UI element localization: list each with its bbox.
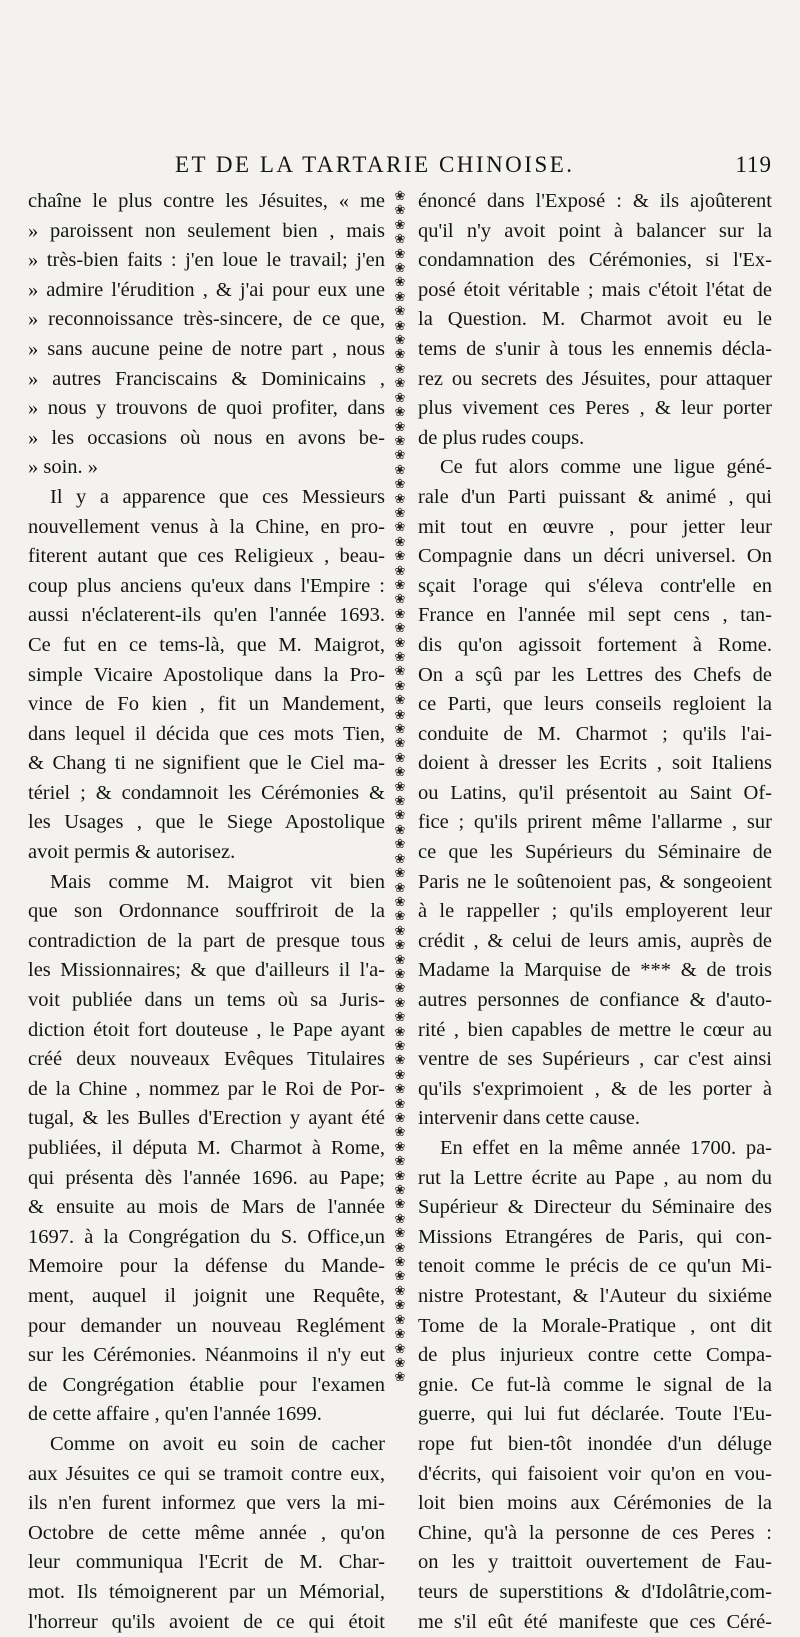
text-line: intervenir dans cette cause. xyxy=(418,1104,772,1134)
text-line: autres personnes de confiance & d'auto- xyxy=(418,986,772,1016)
text-line: ou Latins, qu'il présentoit au Saint Of- xyxy=(418,779,772,809)
text-line: ce Parti, que leurs conseils regloient la xyxy=(418,690,772,720)
text-line: Mais comme M. Maigrot vit bien xyxy=(28,868,385,898)
text-line: Chine, qu'à la personne de ces Peres : xyxy=(418,1519,772,1549)
text-line: dis qu'on agissoit fortement à Rome. xyxy=(418,631,772,661)
text-line: me s'il eût été manifeste que ces Céré- xyxy=(418,1608,772,1637)
text-line: » sans aucune peine de notre part , nous xyxy=(28,335,385,365)
text-line: Il y a apparence que ces Messieurs xyxy=(28,483,385,513)
text-line: ce que les Supérieurs du Séminaire de xyxy=(418,838,772,868)
text-line: posé étoit véritable ; mais c'étoit l'état de xyxy=(418,276,772,306)
text-line: qui présenta dès l'année 1696. au Pape; xyxy=(28,1164,385,1194)
text-line: on les y traittoit ouvertement de Fau- xyxy=(418,1548,772,1578)
text-line: contradiction de la part de presque tous xyxy=(28,927,385,957)
text-line: Missions Etrangéres de Paris, qui con- xyxy=(418,1223,772,1253)
text-line: » les occasions où nous en avons be- xyxy=(28,424,385,454)
text-line: fice ; qu'ils prirent même l'allarme , sur xyxy=(418,808,772,838)
text-line: sçait l'orage qui s'éleva contr'elle en xyxy=(418,572,772,602)
text-line: ment, auquel il joignit une Requête, xyxy=(28,1282,385,1312)
text-line: fiterent autant que ces Religieux , beau- xyxy=(28,542,385,572)
text-line: sur les Cérémonies. Néanmoins il n'y eut xyxy=(28,1341,385,1371)
text-line: » nous y trouvons de quoi profiter, dans xyxy=(28,394,385,424)
text-line: créé deux nouveaux Evêques Titulaires xyxy=(28,1045,385,1075)
text-line: Paris ne le soûtenoient pas, & songeoient xyxy=(418,868,772,898)
text-line: que son Ordonnance souffriroit de la xyxy=(28,897,385,927)
text-line: aux Jésuites ce qui se tramoit contre eux, xyxy=(28,1460,385,1490)
text-line: rez ou secrets des Jésuites, pour attaquer xyxy=(418,365,772,395)
text-line: gnie. Ce fut-là comme le signal de la xyxy=(418,1371,772,1401)
text-line: guerre, qui lui fut déclarée. Toute l'Eu- xyxy=(418,1400,772,1430)
right-column xyxy=(418,187,772,1637)
text-line: » admire l'érudition , & j'ai pour eux une xyxy=(28,276,385,306)
text-line: de plus rudes coups. xyxy=(418,424,772,454)
text-line: pour demander un nouveau Reglément xyxy=(28,1312,385,1342)
running-head xyxy=(175,152,772,182)
text-line: Ce fut en ce tems-là, que M. Maigrot, xyxy=(28,631,385,661)
text-line: la Question. M. Charmot avoit eu le xyxy=(418,305,772,335)
text-line: aussi n'éclaterent-ils qu'en l'année 1693. xyxy=(28,601,385,631)
text-line: conduite de M. Charmot ; qu'ils l'ai- xyxy=(418,720,772,750)
text-line: condamnation des Cérémonies, si l'Ex- xyxy=(418,246,772,276)
text-line: Comme on avoit eu soin de cacher xyxy=(28,1430,385,1460)
text-line: rope fut bien-tôt inondée d'un déluge xyxy=(418,1430,772,1460)
text-line: Compagnie dans un décri universel. On xyxy=(418,542,772,572)
text-line: Supérieur & Directeur du Séminaire des xyxy=(418,1193,772,1223)
text-line: loit bien moins aux Cérémonies de la xyxy=(418,1489,772,1519)
text-line: rité , bien capables de mettre le cœur au xyxy=(418,1016,772,1046)
text-line: rale d'un Parti puissant & animé , qui xyxy=(418,483,772,513)
text-line: doient à dresser les Ecrits , soit Italiens xyxy=(418,749,772,779)
text-line: plus vivement ces Peres , & leur porter xyxy=(418,394,772,424)
text-line: de cette affaire , qu'en l'année 1699. xyxy=(28,1400,385,1430)
page-number: 119 xyxy=(735,152,772,178)
text-line: qu'il n'y avoit point à balancer sur la xyxy=(418,217,772,247)
text-line: & ensuite au mois de Mars de l'année xyxy=(28,1193,385,1223)
text-line: 1697. à la Congrégation du S. Office,un xyxy=(28,1223,385,1253)
text-line: mot. Ils témoignerent par un Mémorial, xyxy=(28,1578,385,1608)
text-line: » très-bien faits : j'en loue le travail; j'en xyxy=(28,246,385,276)
text-line: Ce fut alors comme une ligue géné- xyxy=(418,453,772,483)
text-line: de la Chine , nommez par le Roi de Por- xyxy=(28,1075,385,1105)
text-line: énoncé dans l'Exposé : & ils ajoûterent xyxy=(418,187,772,217)
text-line: rut la Lettre écrite au Pape , au nom du xyxy=(418,1164,772,1194)
left-column xyxy=(28,187,385,1637)
text-line: » reconnoissance très-sincere, de ce que, xyxy=(28,305,385,335)
text-line: On a sçû par les Lettres des Chefs de xyxy=(418,661,772,691)
text-line: nistre Protestant, & l'Auteur du sixiéme xyxy=(418,1282,772,1312)
text-line: de plus injurieux contre cette Compa- xyxy=(418,1341,772,1371)
text-line: voit publiée dans un tems où sa Juris- xyxy=(28,986,385,1016)
text-line: Memoire pour la défense du Mande- xyxy=(28,1252,385,1282)
text-line: les Missionnaires; & que d'ailleurs il l'a- xyxy=(28,956,385,986)
text-line: mit tout en œuvre , pour jetter leur xyxy=(418,513,772,543)
text-line: crédit , & celui de leurs amis, auprès de xyxy=(418,927,772,957)
text-line: coup plus anciens qu'eux dans l'Empire : xyxy=(28,572,385,602)
text-line: à le rappeller ; qu'ils employerent leur xyxy=(418,897,772,927)
text-line: tugal, & les Bulles d'Erection y ayant été xyxy=(28,1104,385,1134)
text-line: tériel ; & condamnoit les Cérémonies & xyxy=(28,779,385,809)
text-line: les Usages , que le Siege Apostolique xyxy=(28,808,385,838)
text-line: simple Vicaire Apostolique dans la Pro- xyxy=(28,661,385,691)
ornamental-column-rule: ❀ ❀ ❀ ❀ ❀ ❀ ❀ ❀ ❀ ❀ ❀ ❀ ❀ ❀ ❀ ❀ ❀ ❀ ❀ ❀ ❀ ❀ ❀ ❀ ❀ ❀ ❀ ❀ ❀ ❀ ❀ ❀ ❀ ❀ ❀ ❀ ❀ ❀ ❀ ❀ ❀ ❀ ❀ ❀ ❀ ❀ ❀ ❀ ❀ ❀ ❀ ❀ ❀ ❀ ❀ ❀ ❀ ❀ ❀ ❀ ❀ ❀ ❀ ❀ ❀ ❀ ❀ ❀ ❀ ❀ ❀ ❀ ❀ ❀ ❀ ❀ ❀ ❀ ❀ ❀ ❀ ❀ ❀ xyxy=(392,190,408,1390)
text-line: » paroissent non seulement bien , mais xyxy=(28,217,385,247)
text-line: » soin. » xyxy=(28,453,385,483)
text-line: vince de Fo kien , fit un Mandement, xyxy=(28,690,385,720)
text-line: tems de s'unir à tous les ennemis décla- xyxy=(418,335,772,365)
text-line: dans lequel il décida que ces mots Tien, xyxy=(28,720,385,750)
text-line: Tome de la Morale-Pratique , ont dit xyxy=(418,1312,772,1342)
text-line: ils n'en furent informez que vers la mi- xyxy=(28,1489,385,1519)
text-line: ventre de ses Supérieurs , car c'est ainsi xyxy=(418,1045,772,1075)
text-line: de Congrégation établie pour l'examen xyxy=(28,1371,385,1401)
text-line: & Chang ti ne signifient que le Ciel ma- xyxy=(28,749,385,779)
text-line: En effet en la même année 1700. pa- xyxy=(418,1134,772,1164)
text-line: qu'ils s'exprimoient , & de les porter à xyxy=(418,1075,772,1105)
text-line: tenoit comme le précis de ce qu'un Mi- xyxy=(418,1252,772,1282)
text-line: publiées, il députa M. Charmot à Rome, xyxy=(28,1134,385,1164)
text-line: France en l'année mil sept cens , tan- xyxy=(418,601,772,631)
text-line: Madame la Marquise de *** & de trois xyxy=(418,956,772,986)
text-line: chaîne le plus contre les Jésuites, « me xyxy=(28,187,385,217)
text-line: nouvellement venus à la Chine, en pro- xyxy=(28,513,385,543)
text-line: l'horreur qu'ils avoient de ce qui étoit xyxy=(28,1608,385,1637)
text-line: avoit permis & autorisez. xyxy=(28,838,385,868)
text-line: teurs de superstitions & d'Idolâtrie,com- xyxy=(418,1578,772,1608)
text-line: leur communiqua l'Ecrit de M. Char- xyxy=(28,1548,385,1578)
text-line: » autres Franciscains & Dominicains , xyxy=(28,365,385,395)
text-line: Octobre de cette même année , qu'on xyxy=(28,1519,385,1549)
text-line: d'écrits, qui faisoient voir qu'on en vou- xyxy=(418,1460,772,1490)
running-title: ET DE LA TARTARIE CHINOISE. xyxy=(175,152,575,178)
text-line: diction étoit fort douteuse , le Pape ayant xyxy=(28,1016,385,1046)
